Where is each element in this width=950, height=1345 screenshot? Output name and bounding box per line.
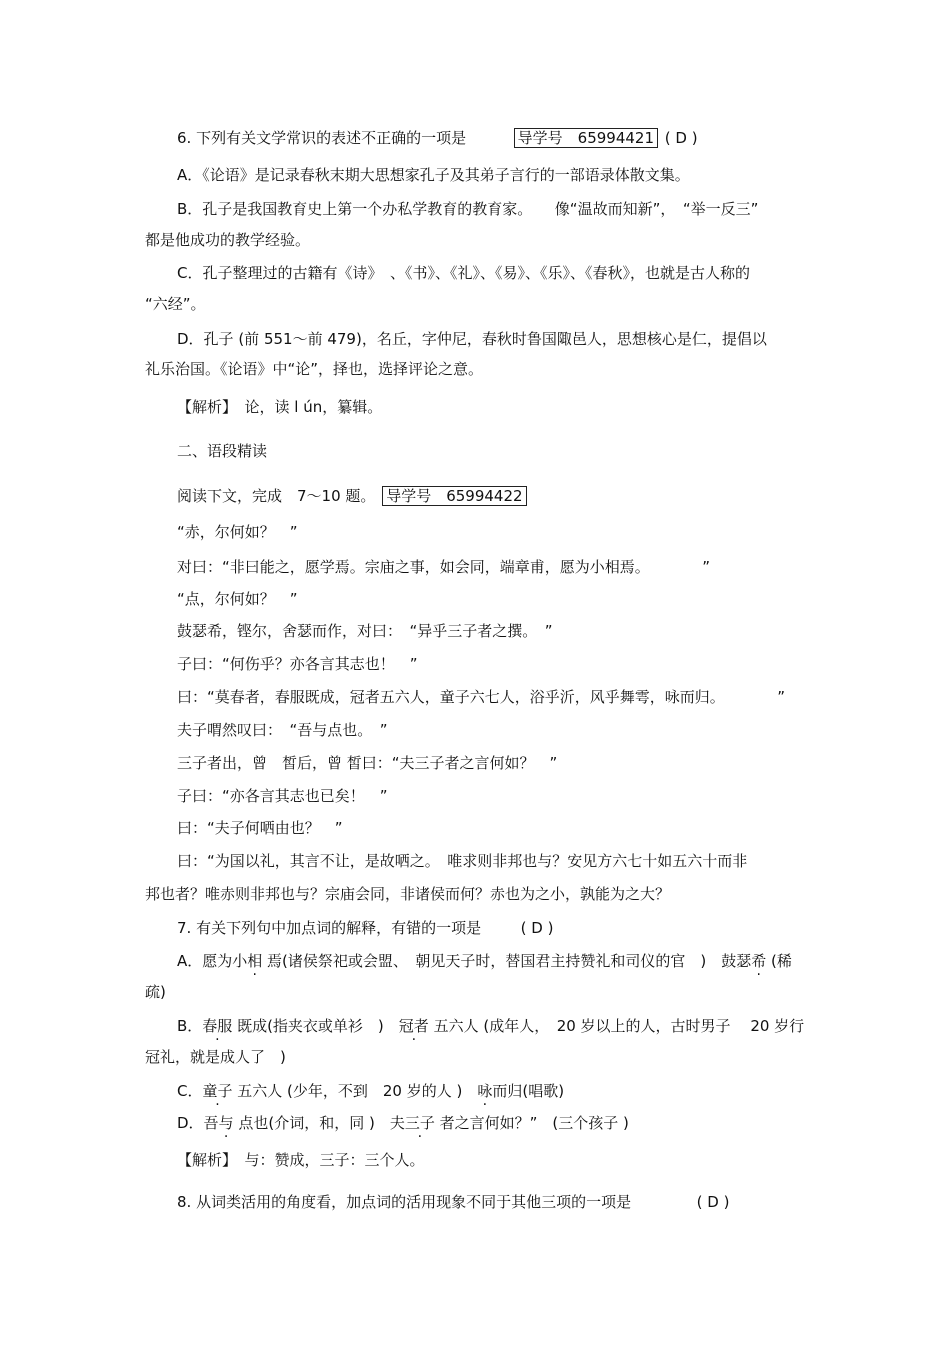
- q6-stem: 6. 下列有关文学常识的表述不正确的一项是: [177, 129, 467, 147]
- option-text: 点也(介词，和，同 ) 夫: [233, 1114, 405, 1132]
- q6-option-b-line1: B．孔子是我国教育史上第一个办私学教育的教育家。 像“温故而知新”， “举一反三”: [177, 200, 759, 218]
- q6-guide-number: 导学号 65994421: [514, 128, 658, 148]
- passage-line: “赤，尔何如？ ”: [177, 523, 298, 541]
- q6-option-a: A．《论语》是记录春秋末期大思想家孔子及其弟子言行的一部语录体散文集。: [177, 166, 690, 184]
- option-text: C．: [177, 1082, 203, 1100]
- passage-line: 对曰：“非曰能之，愿学焉。宗庙之事，如会同，端章甫，愿为小相焉。 ”: [177, 558, 711, 576]
- option-text: B．: [177, 1017, 203, 1035]
- q6-option-c-line2: “六经”。: [145, 295, 206, 313]
- q7-option-c: [177, 1081, 564, 1101]
- q8-answer: ( D ): [696, 1193, 730, 1211]
- q8-stem: 8. 从词类活用的角度看，加点词的活用现象不同于其他三项的一项是: [177, 1193, 632, 1211]
- dotted-word: 三子: [404, 1114, 435, 1132]
- q6-option-c-line1: C．孔子整理过的古籍有《诗》 、《书》、《礼》、《易》、《乐》、《春秋》，也就是古人称的: [177, 264, 750, 282]
- passage-line: 子曰：“何伤乎？亦各言其志也！ ”: [177, 655, 418, 673]
- dotted-word: 与: [218, 1114, 234, 1132]
- q7-answer: ( D ): [520, 919, 554, 937]
- dotted-word: 相: [247, 952, 263, 970]
- dotted-word: 希: [751, 952, 767, 970]
- option-text: 既成(指夹衣或单衫 ): [232, 1017, 399, 1035]
- q7-option-a-line2: 疏): [145, 983, 166, 1001]
- option-text: D．吾: [177, 1114, 219, 1132]
- dotted-word: 童子: [202, 1082, 233, 1100]
- section-intro-line: [177, 486, 529, 506]
- dotted-word: 冠者: [398, 1017, 429, 1035]
- dotted-word: 春服: [202, 1017, 233, 1035]
- option-text: A．愿为小: [177, 952, 248, 970]
- q7-option-a-line1: [177, 951, 792, 971]
- q7-option-d: [177, 1113, 629, 1133]
- passage-line: 曰：“莫春者，春服既成，冠者五六人，童子六七人，浴乎沂，风乎舞雩，咏而归。 ”: [177, 688, 786, 706]
- q8-stem-line: [177, 1192, 729, 1212]
- option-text: 者之言何如？” (三个孩子 ): [434, 1114, 629, 1132]
- q6-option-d-line1: D．孔子 (前 551～前 479)，名丘，字仲尼，春秋时鲁国陬邑人，思想核心是仁，提倡以: [177, 330, 767, 348]
- dotted-word: 咏: [477, 1082, 493, 1100]
- q6-answer: ( D ): [664, 129, 698, 147]
- q7-stem: 7. 有关下列句中加点词的解释，有错的一项是: [177, 919, 482, 937]
- passage-line: “点，尔何如？ ”: [177, 590, 298, 608]
- passage-line: 夫子喟然叹曰： “吾与点也。 ”: [177, 721, 388, 739]
- option-text: 焉(诸侯祭祀或会盟、 朝见天子时，替国君主持赞礼和司仪的官 ) 鼓瑟: [262, 952, 752, 970]
- q6-option-b-line2: 都是他成功的教学经验。: [145, 231, 311, 249]
- passage-line: 曰：“夫子何哂由也？ ”: [177, 819, 343, 837]
- section-intro: 阅读下文，完成 7～10 题。: [177, 487, 376, 505]
- q6-option-d-line2: 礼乐治国。《论语》中“论”，择也，选择评论之意。: [145, 360, 484, 378]
- option-text: (稀: [766, 952, 792, 970]
- passage-line: 子曰：“亦各言其志也已矣！ ”: [177, 787, 388, 805]
- q7-option-b-line1: [177, 1016, 804, 1036]
- section-heading: 二、语段精读: [177, 442, 268, 460]
- passage-line: 鼓瑟希，铿尔，舍瑟而作，对曰： “异乎三子者之撰。 ”: [177, 622, 553, 640]
- section-guide-number: 导学号 65994422: [382, 486, 526, 506]
- q6-stem-line: [177, 128, 698, 148]
- option-text: 而归(唱歌): [492, 1082, 565, 1100]
- passage-line: 曰：“为国以礼，其言不让，是故哂之。 唯求则非邦也与？安见方六七十如五六十而非: [177, 852, 748, 870]
- option-text: 五六人 (少年，不到 20 岁的人 ): [232, 1082, 478, 1100]
- q7-stem-line: [177, 918, 553, 938]
- q7-option-b-line2: 冠礼，就是成人了 ): [145, 1048, 286, 1066]
- passage-line: 三子者出，曾 皙后，曾 皙曰：“夫三子者之言何如？ ”: [177, 754, 558, 772]
- q7-analysis: 【解析】 与：赞成，三子：三个人。: [177, 1151, 425, 1169]
- q6-analysis: 【解析】 论，读 l ún，纂辑。: [177, 398, 383, 416]
- passage-line: 邦也者？唯赤则非邦也与？宗庙会同，非诸侯而何？赤也为之小，孰能为之大？: [145, 885, 671, 903]
- option-text: 五六人 (成年人， 20 岁以上的人，古时男子 20 岁行: [428, 1017, 805, 1035]
